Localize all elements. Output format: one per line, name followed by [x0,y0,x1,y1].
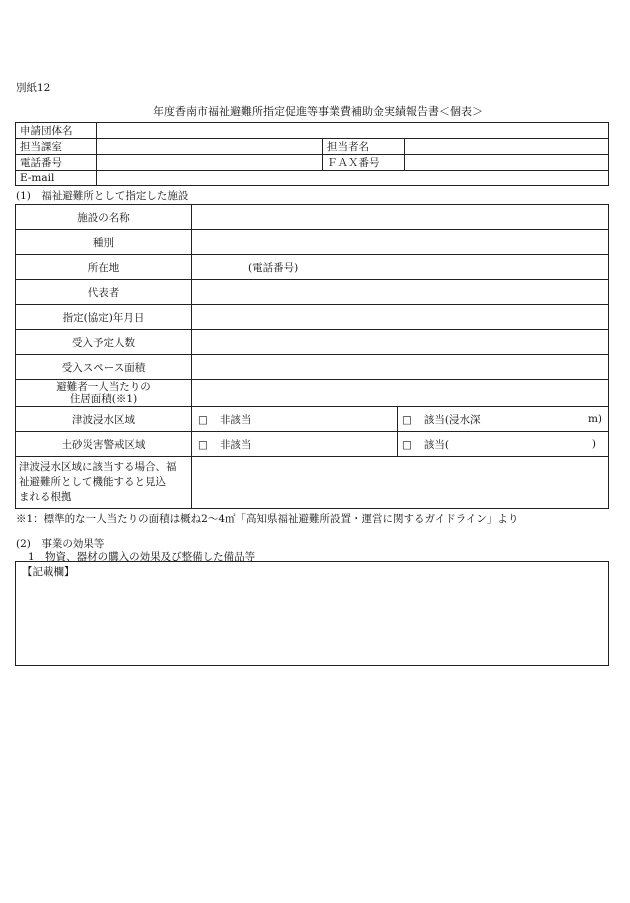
address-label: 所在地 [16,255,192,280]
per-person-label-line2: 住居面積(※1) [69,393,138,405]
footnote: ※1：標準的な一人当たりの面積は概ね2～4㎡「高知県福祉避難所設置・運営に関するガイドライン」より [16,513,519,525]
address-field[interactable] [192,255,609,280]
department-field[interactable] [97,139,323,155]
tsunami-zone-label: 津波浸水区域 [16,407,192,432]
org-name-label: 申請団体名 [16,123,97,139]
department-label: 担当課室 [16,139,97,155]
tsunami-basis-field[interactable] [192,457,609,509]
landslide-applicable-cell [398,432,609,457]
capacity-field[interactable] [192,330,609,355]
tsunami-not-applicable-cell [192,407,398,432]
section2-heading: (2) 事業の効果等 [16,538,105,550]
landslide-not-applicable-cell [192,432,398,457]
applicant-table [15,122,609,186]
tsunami-depth-unit: m) [587,413,602,425]
landslide-zone-label: 土砂災害警戒区域 [16,432,192,457]
description-box[interactable] [15,561,609,666]
representative-field[interactable] [192,280,609,305]
facility-type-field[interactable] [192,230,609,255]
facility-table [15,204,609,509]
per-person-area-field[interactable] [192,380,609,407]
section2-subheading: 1 物資、器材の購入の効果及び整備した備品等 [28,551,256,563]
email-label: E-mail [16,171,97,186]
tsunami-applicable-checkbox[interactable]: □ [402,413,412,426]
document-title: 年度香南市福祉避難所指定促進等事業費補助金実績報告書＜個表＞ [153,105,483,118]
basis-line3: まれる根拠 [19,491,72,503]
fax-label: ＦＡＸ番号 [323,155,405,171]
landslide-applicable-checkbox[interactable]: □ [402,438,412,451]
tsunami-not-applicable-checkbox[interactable]: □ [198,413,208,426]
address-phone-label: (電話番号) [248,261,299,274]
space-area-label: 受入スペース面積 [16,355,192,380]
facility-name-label: 施設の名称 [16,205,192,230]
org-name-field[interactable] [97,123,609,139]
capacity-label: 受入予定人数 [16,330,192,355]
description-box-label: 【記載欄】 [22,566,75,578]
representative-label: 代表者 [16,280,192,305]
per-person-label-line1: 避難者一人当たりの [56,381,151,393]
landslide-applicable-label: 該当( [423,438,450,451]
phone-field[interactable] [97,155,323,171]
designation-date-field[interactable] [192,305,609,330]
email-field[interactable] [97,171,609,186]
section1-heading: (1) 福祉避難所として指定した施設 [16,190,189,202]
landslide-close-paren: ) [591,438,596,450]
tsunami-basis-label [16,457,192,509]
space-area-field[interactable] [192,355,609,380]
basis-line1: 津波浸水区域に該当する場合、福 [19,461,177,473]
facility-name-field[interactable] [192,205,609,230]
tsunami-not-applicable-label: 非該当 [219,413,252,426]
document-reference: 別紙12 [16,82,51,94]
landslide-not-applicable-checkbox[interactable]: □ [198,438,208,451]
facility-type-label: 種別 [16,230,192,255]
basis-line2: 祉避難所として機能すると見込 [19,476,166,488]
person-label: 担当者名 [323,139,405,155]
tsunami-applicable-label: 該当(浸水深 [423,413,481,426]
tsunami-applicable-cell [398,407,609,432]
phone-label: 電話番号 [16,155,97,171]
per-person-area-label [16,380,192,407]
designation-date-label: 指定(協定)年月日 [16,305,192,330]
landslide-not-applicable-label: 非該当 [219,438,252,451]
fax-field[interactable] [405,155,609,171]
person-field[interactable] [405,139,609,155]
